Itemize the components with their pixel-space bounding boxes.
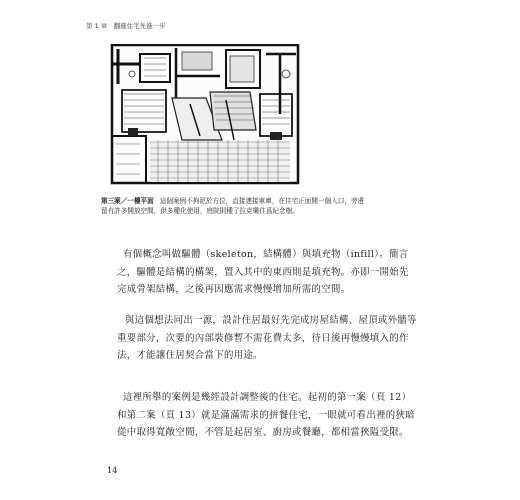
figure-caption xyxy=(101,196,369,216)
page-number: 14 xyxy=(107,466,118,475)
body-paragraph: 與這個想法同出一源，設計住居最好先完成房屋結構、屋頂或外牆等重要部分，次要的內部裝修暫不需花費太多，待日後再慢慢填入的作法，才能讓住居契合當下的用途。 xyxy=(117,315,417,362)
figure-caption-text: 這個案例不拘泥於方位，直接連接車庫，在住宅正面開一個入口，旁邊留有許多開放空間，供多種化使用，庭院則種了拉克樂住爲紀念樹。 xyxy=(101,197,365,215)
body-paragraph: 這裡所舉的案例是幾經設計調整後的住宅。起初的第一案（頁 12）和第二案（頁 13）就是滿滿需求的拼餐住宅，一眼就可看出裡的狹暗從中取得寬敞空間，不管是起居室、廚房或餐廳，都相當狹隘受限。 xyxy=(117,392,415,439)
running-header: 第 1 章 翻進住宅先進一步 xyxy=(86,22,166,30)
figure-caption-title: 第三案／一樓平面 xyxy=(101,197,154,205)
body-paragraph: 有個概念叫做驅體（skeleton，結構體）與填充物（infill）。簡言之，驅體是結構的構架，置入其中的東西則是填充物。亦即一開始先完成骨架結構，之後再因應需求慢慢增加所需的空間。 xyxy=(117,249,409,296)
floor-plan-illustration xyxy=(110,44,302,186)
